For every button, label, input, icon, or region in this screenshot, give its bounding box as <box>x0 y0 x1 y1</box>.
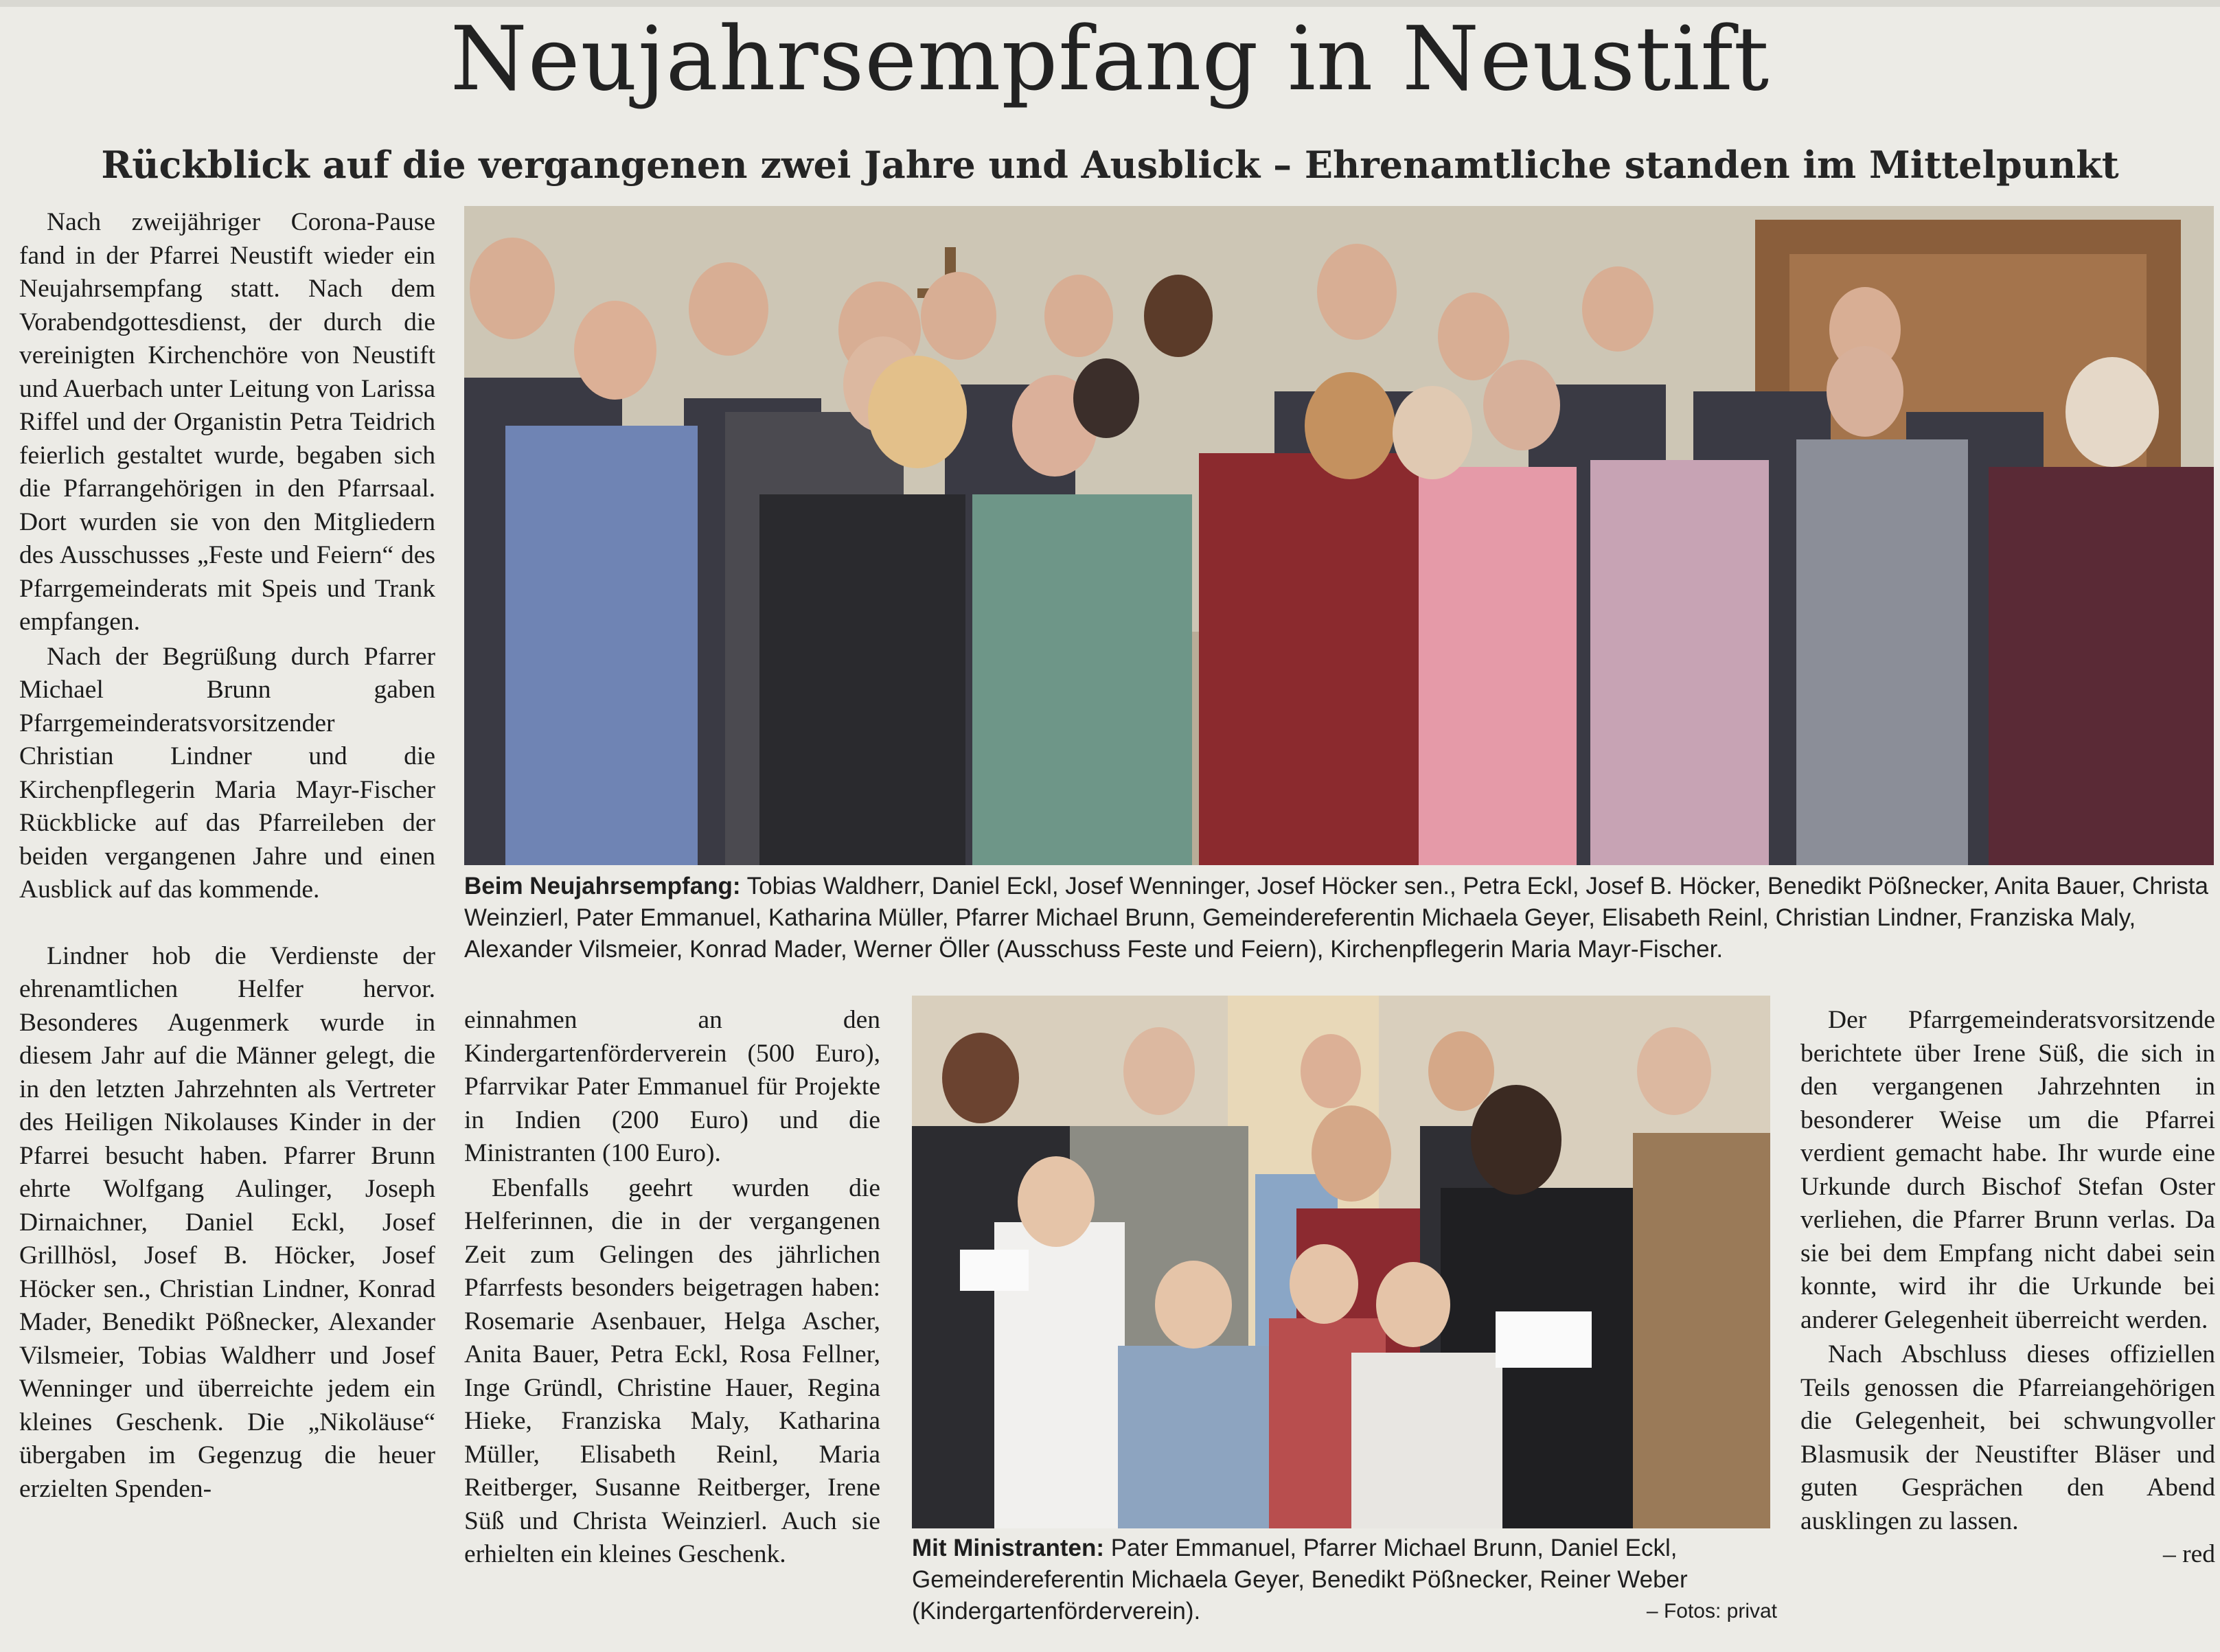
paragraph: Nach der Begrüßung durch Pfarrer Michael Brunn gaben Pfarrgemeinderatsvorsitzender Christian Lindner und die Kirchenpflegerin Maria Mayr-Fischer Rückblicke auf das Pfarreileben der beiden vergangenen Jahre und einen Ausblick auf das kommende. <box>19 642 435 904</box>
headline: Neujahrsempfang in Neustift <box>450 8 1770 111</box>
caption-lead: Mit Ministranten: <box>912 1535 1104 1561</box>
paragraph: Nach zweijähriger Corona-Pause fand in der Pfarrei Neustift wieder ein Neujahrsempfang statt. Nach dem Vorabendgottesdienst, der durch die vereinigten Kirchenchöre von Neustift und Auerbach unter Leitung von Larissa Riffel und der Organistin Petra Teidrich feierlich gestaltet wurde, begaben sich die Pfarrangehörigen in den Pfarrsaal. Dort wurden sie von den Mitgliedern des Ausschusses „Feste und Feiern“ des Pfarrgemeinderats mit Speis und Trank empfangen. <box>19 208 435 636</box>
photo-caption-reception <box>464 871 2215 965</box>
subheadline: Rückblick auf die vergangenen zwei Jahre und Ausblick – Ehrenamtliche standen im Mittelpunkt <box>101 143 2119 187</box>
altar-servers-illustration <box>912 996 1770 1528</box>
caption-text: Tobias Waldherr, Daniel Eckl, Josef Wenninger, Josef Höcker sen., Petra Eckl, Josef B. Höcker, Benedikt Pößnecker, Anita Bauer, Christa Weinzierl, Pater Emmanuel, Katharina Müller, Pfarrer Michael Brunn, Gemeindereferentin Michaela Geyer, Elisabeth Reinl, Christian Lindner, Franziska Maly, Alexander Vilsmeier, Konrad Mader, Werner Öller (Ausschuss Feste und Feiern), Kirchenpflegerin Maria Mayr-Fischer. <box>464 873 2208 963</box>
caption-lead: Beim Neujahrsempfang: <box>464 873 741 899</box>
group-photo-reception <box>464 206 2214 865</box>
paragraph: Der Pfarrgemeinderatsvorsitzende berichtete über Irene Süß, die sich in den vergangenen Jahrzehnten in besonderer Weise um die Pfarrei verdient gemacht habe. Ihr wurde eine Urkunde durch Bischof Stefan Oster verliehen, die Pfarrer Brunn verlas. Da sie bei dem Empfang nicht dabei sein konnte, wird ihr die Urkunde bei anderer Gelegenheit überreicht werden. <box>1800 1006 2215 1334</box>
author-signature: – red <box>2162 1540 2215 1568</box>
photo-altar-servers <box>912 996 1770 1528</box>
photo-credit: – Fotos: privat <box>1646 1600 1777 1622</box>
paragraph: Ebenfalls geehrt wurden die Helferinnen, die in der vergangenen Zeit zum Gelingen des jährlichen Pfarrfests besonders beigetragen haben: Rosemarie Asenbauer, Helga Ascher, Anita Bauer, Petra Eckl, Rosa Fellner, Inge Gründl, Christine Hauer, Regina Hieke, Franziska Maly, Katharina Müller, Elisabeth Reinl, Maria Reitberger, Susanne Reitberger, Irene Süß und Christa Weinzierl. Auch sie erhielten ein kleines Geschenk. <box>464 1173 880 1568</box>
paragraph: Nach Abschluss dieses offiziellen Teils genossen die Pfarreiangehörigen die Gelegenheit, bei schwungvoller Blasmusik der Neustifter Bläser und guten Gesprächen den Abend ausklingen zu lassen. <box>1800 1340 2215 1535</box>
page-top-edge <box>0 0 2220 7</box>
photo-caption-altar-servers <box>912 1533 1777 1627</box>
group-photo-illustration <box>464 206 2214 865</box>
paragraph: einnahmen an den Kindergartenförderverein (500 Euro), Pfarrvikar Pater Emmanuel für Projekte in Indien (200 Euro) und die Ministranten (100 Euro). <box>464 1006 880 1167</box>
article-column-4 <box>1800 1004 2215 1572</box>
article-column-1 <box>19 206 435 1506</box>
paragraph: Lindner hob die Verdienste der ehrenamtlichen Helfer hervor. Besonderes Augenmerk wurde in diesem Jahr auf die Männer gelegt, die in den letzten Jahrzehnten als Vertreter des Heiligen Nikolauses Kinder in der Pfarrei besucht haben. Pfarrer Brunn ehrte Wolfgang Aulinger, Joseph Dirnaichner, Daniel Eckl, Josef Grillhösl, Josef B. Höcker, Josef Höcker sen., Christian Lindner, Konrad Mader, Benedikt Pößnecker, Alexander Vilsmeier, Tobias Waldherr und Josef Wenninger und überreichte jedem ein kleines Geschenk. Die „Nikoläuse“ übergaben im Gegenzug die heuer erzielten Spenden- <box>19 941 435 1503</box>
article-column-2 <box>464 1004 880 1572</box>
caption-text: Pater Emmanuel, Pfarrer Michael Brunn, Daniel Eckl, Gemeindereferentin Michaela Geyer, Benedikt Pößnecker, Reiner Weber (Kindergartenförderverein). <box>912 1535 1688 1625</box>
